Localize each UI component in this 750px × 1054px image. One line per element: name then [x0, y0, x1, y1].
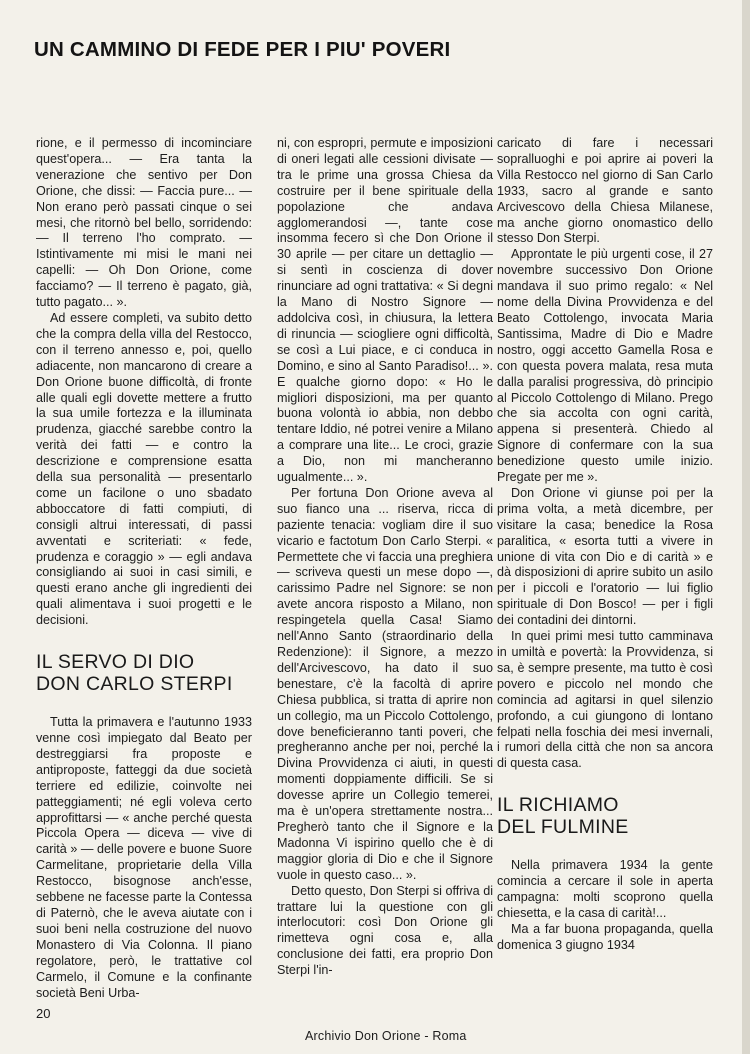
- paragraph: Per fortuna Don Orione aveva al suo fianco una ... riserva, ricca di paziente tenacia: vogliam dire il suo vicario e factotum Don Carlo Sterpi. « Permettete che vi faccia una preghiera — scriveva questi un mese dopo —, carissimo Padre nel Signore: se non avete ancora risposto a Milano, non respingetela quella Casa! Siamo nell'Anno Santo (straordinario della Redenzione): il Signore, a mezzo dell'Arcivescovo, ha dato il suo benestare, c'è la facoltà di aprire Chiesa pubblica, si tratta di aprire non un collegio, ma un Piccolo Cottolengo, dove beneficieranno tanti poveri, che pregheranno anche per noi, perché la Divina Provvidenza ci aiuti, in questi momenti doppiamente difficili. Se si dovesse aprire un Collegio temerei, ma è un'opera strettamente nostra... Pregherò tanto che il Signore e la Madonna Vi ispirino quello che è di maggior gloria di Dio e che il Signore vuole in questo caso... ».: [277, 485, 493, 882]
- paragraph: rione, e il permesso di incominciare quest'opera... — Era tanta la venerazione che sentivo per Don Orione, che dissi: — Faccia pure... — Non erano però passati cinque o sei mesi, che ritornò bel bello, sorridendo: — Il terreno l'ho comprato. — Istintivamente mi misi le mani nei capelli: — Oh Don Orione, come facciamo? — Il terreno è pagato, già, tutto pagato... ».: [36, 136, 252, 310]
- heading-line: DON CARLO STERPI: [36, 673, 233, 696]
- paragraph: ni, con espropri, permute e imposizioni di oneri legati alle cessioni divisate — tra le prime una grossa Chiesa da costruire per il bene spirituale della popolazione che andava agglomerandosi —, tante cose insomma fecero sì che Don Orione il 30 aprile — per citare un dettaglio — si sentì in coscienza di dover rinunciare ad ogni trattativa: « Si degni la Mano di Nostro Signore — addolciva così, in chiusura, la lettera di rinuncia — sciogliere ogni difficoltà, se così a Lui piace, e ci conduca in Domino, e sino al Santo Paradiso!... ». E qualche giorno dopo: « Ho le migliori disposizioni, ma per quanto buona volontà io abbia, non debbo tentare Iddio, né potrei venire a Milano a comprare una lite... Le croci, grazie a Dio, non mi mancheranno ugualmente... ».: [277, 136, 493, 485]
- paragraph: Detto questo, Don Sterpi si offriva di trattare lui la questione con gli interlocutori: così Don Orione gli rimetteva ogni cosa e, alla conclusione dei fatti, era proprio Don Sterpi l'in-: [277, 883, 493, 978]
- heading-line: IL RICHIAMO: [497, 794, 619, 817]
- paragraph: Approntate le più urgenti cose, il 27 novembre successivo Don Orione mandava il suo primo regalo: « Nel nome della Divina Provvidenza e del Beato Cottolengo, invocata Maria Santissima, Madre di Dio e Madre nostro, oggi accetto Gamella Rosa e con questa povera malata, resa muta dalla paralisi progressiva, dò principio al Piccolo Cottolengo di Milano. Prego che sia accolta con ogni carità, appena si presenterà. Chiedo al Signore di confermare con la sua benedizione questo umile inizio. Pregate per me ».: [497, 247, 713, 485]
- heading-line: IL SERVO DI DIO: [36, 651, 195, 674]
- column-right: [497, 136, 713, 954]
- paragraph: caricato di fare i necessari sopralluoghi e poi aprire ai poveri la Villa Restocco nel giorno di San Carlo 1933, sacro al grande e santo Arcivescovo della Chiesa Milanese, ma anche giorno onomastico dello stesso Don Sterpi.: [497, 136, 713, 246]
- paragraph: Tutta la primavera e l'autunno 1933 venne così impiegato dal Beato per destreggiarsi fra proposte e antiproposte, fatteggi da due società terriere ed edilizie, coinvolte nei patteggiamenti; né egli voleva certo approfittarsi — « anche perché questa Piccola Opera — diceva — vive di carità » — delle povere e buone Suore Carmelitane, proprietarie della Villa Restocco, bisognose anch'esse, sebbene ne facesse parte la Contessa di Paternò, che le aveva aiutate con i suoi beni nella costruzione del nuovo Monastero di Via Colonna. Il piano regolatore, però, le trattative col Carmelo, il Comune e la confinante società Beni Urba-: [36, 715, 252, 1000]
- archive-label: Archivio Don Orione - Roma: [305, 1029, 467, 1043]
- section-heading-servo-di-dio: [36, 651, 252, 695]
- page-edge-shadow: [742, 0, 750, 1054]
- column-middle: [277, 136, 493, 979]
- paragraph: Don Orione vi giunse poi per la prima volta, a metà dicembre, per visitare la casa; benedice la Rosa paralitica, « esorta tutti a vivere in unione di vita con Dio e di carità » e dà disposizioni di aprire subito un asilo per i piccoli e l'oratorio — lui figlio spirituale di Don Bosco! — per i figli dei contadini dei dintorni.: [497, 485, 713, 628]
- paragraph: Ad essere completi, va subito detto che la compra della villa del Restocco, con il terreno annesso e, poi, quello adiacente, non mancarono di creare a Don Orione buone difficoltà, di fronte alle quali egli dovette mettere a frutto la sua umile fortezza e la illuminata prudenza, giacché sarebbe contro la verità dei fatti — e contro la descrizione e comprensione esatta della sua personalità — presentarlo come un facilone o uno sbadato abboccatore di fatti compiuti, di consigli altrui interessati, di passi avventati e scriteriati: « fede, prudenza e coraggio » — egli andava consigliando ai suoi in casi simili, e questi erano anche gli ingredienti dei quali alimentava i suoi progetti e le decisioni.: [36, 310, 252, 628]
- section-heading-richiamo-del-fulmine: [497, 794, 713, 838]
- page-number: 20: [36, 1006, 51, 1021]
- column-left: [36, 136, 252, 1001]
- heading-line: DEL FULMINE: [497, 816, 629, 839]
- page-title: UN CAMMINO DI FEDE PER I PIU' POVERI: [34, 38, 451, 61]
- paragraph: Ma a far buona propaganda, quella domenica 3 giugno 1934: [497, 921, 713, 952]
- paragraph: Nella primavera 1934 la gente comincia a cercare il sole in aperta campagna: molti scoprono quella chiesetta, e la casa di carità!...: [497, 858, 713, 920]
- paragraph: In quei primi mesi tutto camminava in umiltà e povertà: la Provvidenza, si sa, è sempre presente, ma tutto è così povero e piccolo nel mondo che comincia ad agitarsi in quel silenzio profondo, a cui giungono di lontano felpati nella foschia dei mesi invernali, i rumori della città che non sa ancora di questa casa.: [497, 629, 713, 771]
